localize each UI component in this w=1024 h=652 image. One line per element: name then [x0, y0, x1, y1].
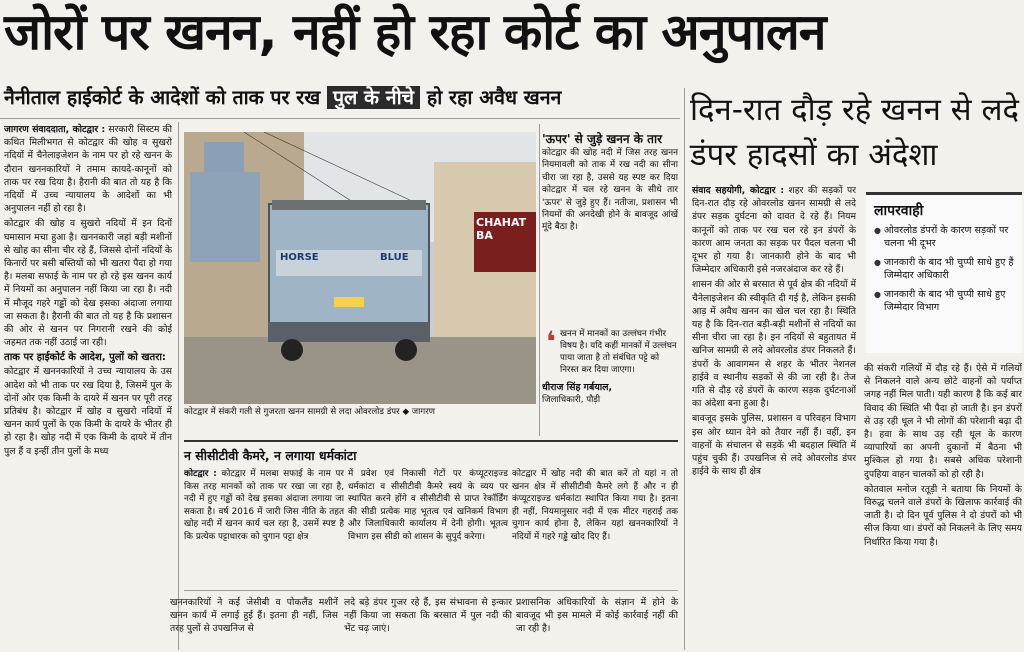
paragraph: कोटद्वार में मलबा सफाई के नाम पर किस तरह मानकों को ताक पर रखा जा रहा है, नदी में हुए गड्ढों को देख इसका अंदाजा लगाया जा सकता है। वर्ष 2016 में जारी जिस नीति के तहत खोह नदी में खनन कार्य चल रहा है, उसमें स्पष्ट है कि प्रत्येक पट्टाधारक को चुगान पट्टा क्षेत्र: [184, 469, 344, 542]
bottom-column-2: लदे बड़े डंपर गुजर रहे हैं, इस संभावना से इन्कार नहीं किया जा सकता कि बरसात में पुल नदी की भेंट चढ़ जाएं।: [344, 597, 512, 635]
quote-author: धीराज सिंह गर्बयाल,: [542, 382, 613, 393]
list-item: ● ओवरलोड डंपरों के कारण सड़कों पर चलना भी दूभर: [874, 224, 1016, 250]
cctv-column-2: में प्रवेश एवं निकासी गेटों पर कंप्यूटराइज्ड धर्मकांटा व सीसीटीवी कैमरे स्वयं के व्यय पर स्थापित करने होंगे व सीसीटीवी से प्राप्त रेकॉर्डिंग की सीडी प्रत्येक माह भूतत्व एवं खनिकर्म विभाग और जिलाधिकारी कार्यालय में देनी होगी। भूतत्व विभाग इस सीडी को शासन के सुपुर्द करेगा।: [348, 469, 508, 542]
sidebar-box: [542, 132, 678, 322]
paragraph: बावजूद इसके पुलिस, प्रशासन व परिवहन विभाग इस ओर ध्यान देने को तैयार नहीं हैं। वहीं, इन वाहनों के संचालन से सड़कें भी बदहाल स्थिति में पहुंच चुकी हैं। उपखनिज से लदे ओवरलोड डंपर हाईवे के साथ ही क्षेत्र: [692, 413, 856, 478]
dateline: जागरण संवाददाता, कोटद्वार :: [4, 124, 106, 135]
subheading: ताक पर हाईकोर्ट के आदेश, पुलों को खतरा:: [4, 352, 166, 364]
paragraph: सरकारी सिस्टम की कथित मिलीभगत से कोटद्वार की खोह व सुखरो नदियों में चैनेलाइजेशन के नाम पर हो रहे खनन के दौरान खननकारियों ने तमाम कायदे-कानूनों को ताक पर रख दिया है। हैरानी की बात तो यह है कि नदियों में उच्च न्यायालय के आदेशों का भी अनुपालन नहीं हो रहा है।: [4, 124, 172, 215]
cctv-heading: न सीसीटीवी कैमरे, न लगाया धर्मकांटा: [184, 448, 357, 463]
divider: [539, 124, 540, 436]
truck-text-right: BLUE: [380, 252, 409, 263]
quote-designation: जिलाधिकारी, पौड़ी: [542, 395, 601, 405]
list-item: ● जानकारी के बाद भी चुप्पी साधे हुए जिम्मेदार विभाग: [874, 288, 1016, 314]
lapravahi-box: [866, 192, 1022, 353]
list-item: ● जानकारी के बाद भी चुप्पी साधे हुए हैं जिम्मेदार अधिकारी: [874, 256, 1016, 282]
deck-highlight: पुल के नीचे: [327, 86, 420, 109]
dateline: कोटद्वार :: [184, 469, 217, 479]
lapravahi-list: [866, 224, 1022, 314]
bottom-column-3: प्रशासनिक अधिकारियों के संज्ञान में होने के बावजूद भी इस मामले में कोई कार्रवाई नहीं की जा रही है।: [516, 597, 678, 635]
divider: [0, 118, 680, 119]
paragraph: शासन की ओर से बरसात से पूर्व क्षेत्र की नदियों में चैनेलाइजेशन की स्वीकृति दी गई है, लेकिन इसकी आड़ में अवैध खनन का खेल चल रहा है। स्थिति यह है कि दिन-रात बड़ी-बड़ी मशीनों से नदियों का सीना चीरा जा रहा है। इन नदियों से बहुतायत में खनिज सामग्री से लदे ओवरलोड डंपर निकलते हैं। डंपरों के आवागमन से शहर के भीतर नेशनल हाईवे व स्थानीय सड़कों से की जा रही है। तेज गति से दौड़ रहे डंपरों के कारण सड़क दुर्घटनाओं का अंदेशा बना हुआ है।: [692, 279, 856, 410]
divider: [684, 88, 685, 650]
photo-credit: जागरण: [411, 407, 435, 417]
paragraph: कोटद्वार की खोह व सुखरो नदियों में इन दिनों घमासान मचा हुआ है। खननकारी जहां बड़ी मशीनों से खोह का सीना चीर रहे हैं, जिससे दोनों नदियों के किनारों पर बसी बस्तियों को भी खतरा पैदा हो गया है। मलबा सफाई के नाम पर हो रहे इस खनन कार्य में नियमों का अनुपालन नहीं किया जा रहा है। नदी में मौजूद गहरे गड्ढों को देख इसका अंदाजा लगाया जा सकता है। हैरानी की बात तो यह है कि प्रशासन की ओर से खनन पर निगरानी रखने की कोई जहमत तक नहीं उठाई जा रही।: [4, 218, 172, 349]
paragraph: शहर की सड़कों पर दिन-रात दौड़ रहे ओवरलोड खनन सामग्री से लदे डंपर सड़क दुर्घटना को दावत दे रहे हैं। नियम कानूनों को ताक पर रख चल रहे इन डंपरों के कारण आम जनता का सड़क पर पैदल चलना भी दूभर हो गया है। जानकारी होने के बाद भी जिम्मेदार अधिकारी इसे नजरअंदाज कर रहे हैं।: [692, 185, 856, 276]
quote-text: खनन में मानकों का उल्लंघन गंभीर विषय है। यदि कहीं मानकों में उल्लंघन पाया जाता है तो संबंधित पट्टे को निरस्त कर दिया जाएगा।: [560, 329, 677, 375]
quote-mark-icon: ❛: [546, 325, 556, 358]
truck-text-left: HORSE: [280, 252, 319, 263]
right-story-headline: दिन-रात दौड़ रहे खनन से लदे डंपर हादसों का अंदेशा: [690, 92, 1019, 173]
right-story-column-a: [692, 184, 856, 650]
divider: [184, 440, 678, 442]
dateline: संवाद सहयोगी, कोटद्वार :: [692, 185, 785, 196]
paragraph: कोटद्वार में खननकारियों ने उच्च न्यायालय के उस आदेश को भी ताक पर रख दिया है, जिसमें पुल के दोनों ओर एक किमी के दायरे में खनन पर पूरी तरह प्रतिबंध है। कोटद्वार में खोह व सुखरो नदियों में खनन कार्य पुलों के एक किमी के दायरे के भीतर ही हो रहा है। खोह नदी में एक किमी के दायरे में तीन पुल हैं व इन्हीं तीन पुलों के मध्य: [4, 366, 172, 457]
divider: [184, 590, 678, 591]
main-headline: जोरों पर खनन, नहीं हो रहा कोर्ट का अनुपालन: [4, 3, 826, 61]
caption-text: कोटद्वार में संकरी गली से गुजरता खनन सामग्री से लदा ओवरलोड डंपर: [184, 407, 400, 417]
official-quote: [542, 325, 678, 406]
deck-text-after: हो रहा अवैध खनन: [426, 86, 562, 109]
truck-illustration: [184, 132, 536, 404]
divider: [178, 122, 179, 650]
sidebox-title: 'ऊपर' से जुड़े खनन के तार: [542, 132, 663, 146]
deck-text-before: नैनीताल हाईकोर्ट के आदेशों को ताक पर रख: [4, 86, 321, 109]
lapravahi-title: लापरवाही: [874, 203, 924, 219]
cctv-column-1: [184, 468, 344, 590]
caption-dot: ◆: [402, 407, 410, 417]
right-story-column-b: [864, 362, 1022, 650]
photo-caption: [184, 406, 536, 418]
sidebox-body: कोटद्वार की खोह नदी में जिस तरह खनन नियमावली को ताक में रख नदी का सीना चीरा जा रहा है, उससे यह स्पष्ट कर दिया कोटद्वार में चल रहे खनन के सीधे तार 'ऊपर' से जुड़े हुए हैं। नतीजा, प्रशासन भी नियमों की अनदेखी होने के बावजूद आंखें मूंदे बैठा है।: [542, 148, 678, 233]
paragraph: की संकरी गलियों में दौड़ रहे हैं। ऐसे में गलियों से निकलने वाले अन्य छोटे वाहनों को पर्याप्त जगह नहीं मिल पाती। यही कारण है कि कई बार विवाद की स्थिति भी पैदा हो जाती है। इन डंपरों से उड़ रही धूल ने भी लोगों की परेशानी बढ़ा दी है। हवा के साथ उड़ रही धूल के कारण व्यापारियों का अपनी दुकानों में बैठना भी मुश्किल हो गया है। सबसे अधिक परेशानी दुपहिया वाहन चालकों को हो रही है।: [864, 363, 1022, 480]
left-column: [4, 123, 172, 651]
paragraph: कोतवाल मनोज रतूड़ी ने बताया कि नियमों के विरुद्ध चलने वाले डंपरों के खिलाफ कार्रवाई की जाती है। दो दिन पूर्व पुलिस ने दो डंपरों को भी सीज किया था। डंपरों को निकलने के लिए समय निर्धारित किया गया है।: [864, 483, 1022, 548]
shop-sign: CHAHAT BA: [476, 216, 527, 242]
truck-photo: [184, 132, 536, 404]
bottom-column-1: खननकारियों ने कई जेसीबी व पोकलैंड मशीनें खनन कार्य में लगाई हुई हैं। इतना ही नहीं, जिस तरह पुलों से उपखनिज से: [170, 597, 338, 635]
deck-line: [4, 84, 561, 112]
cctv-column-3: कोटद्वार में खोह नदी की बात करें तो यहां न तो खनन क्षेत्र में सीसीटीवी कैमरे लगे हैं और न ही कंप्यूटराइज्ड धर्मकांटा स्थापित किया गया है। इतना ही नहीं, नियमानुसार नदी में एक मीटर गहराई तक चुगान कार्य होना है, लेकिन यहां खननकारियों ने नदियों में गहरे गड्ढे खोद दिए हैं।: [512, 469, 678, 542]
